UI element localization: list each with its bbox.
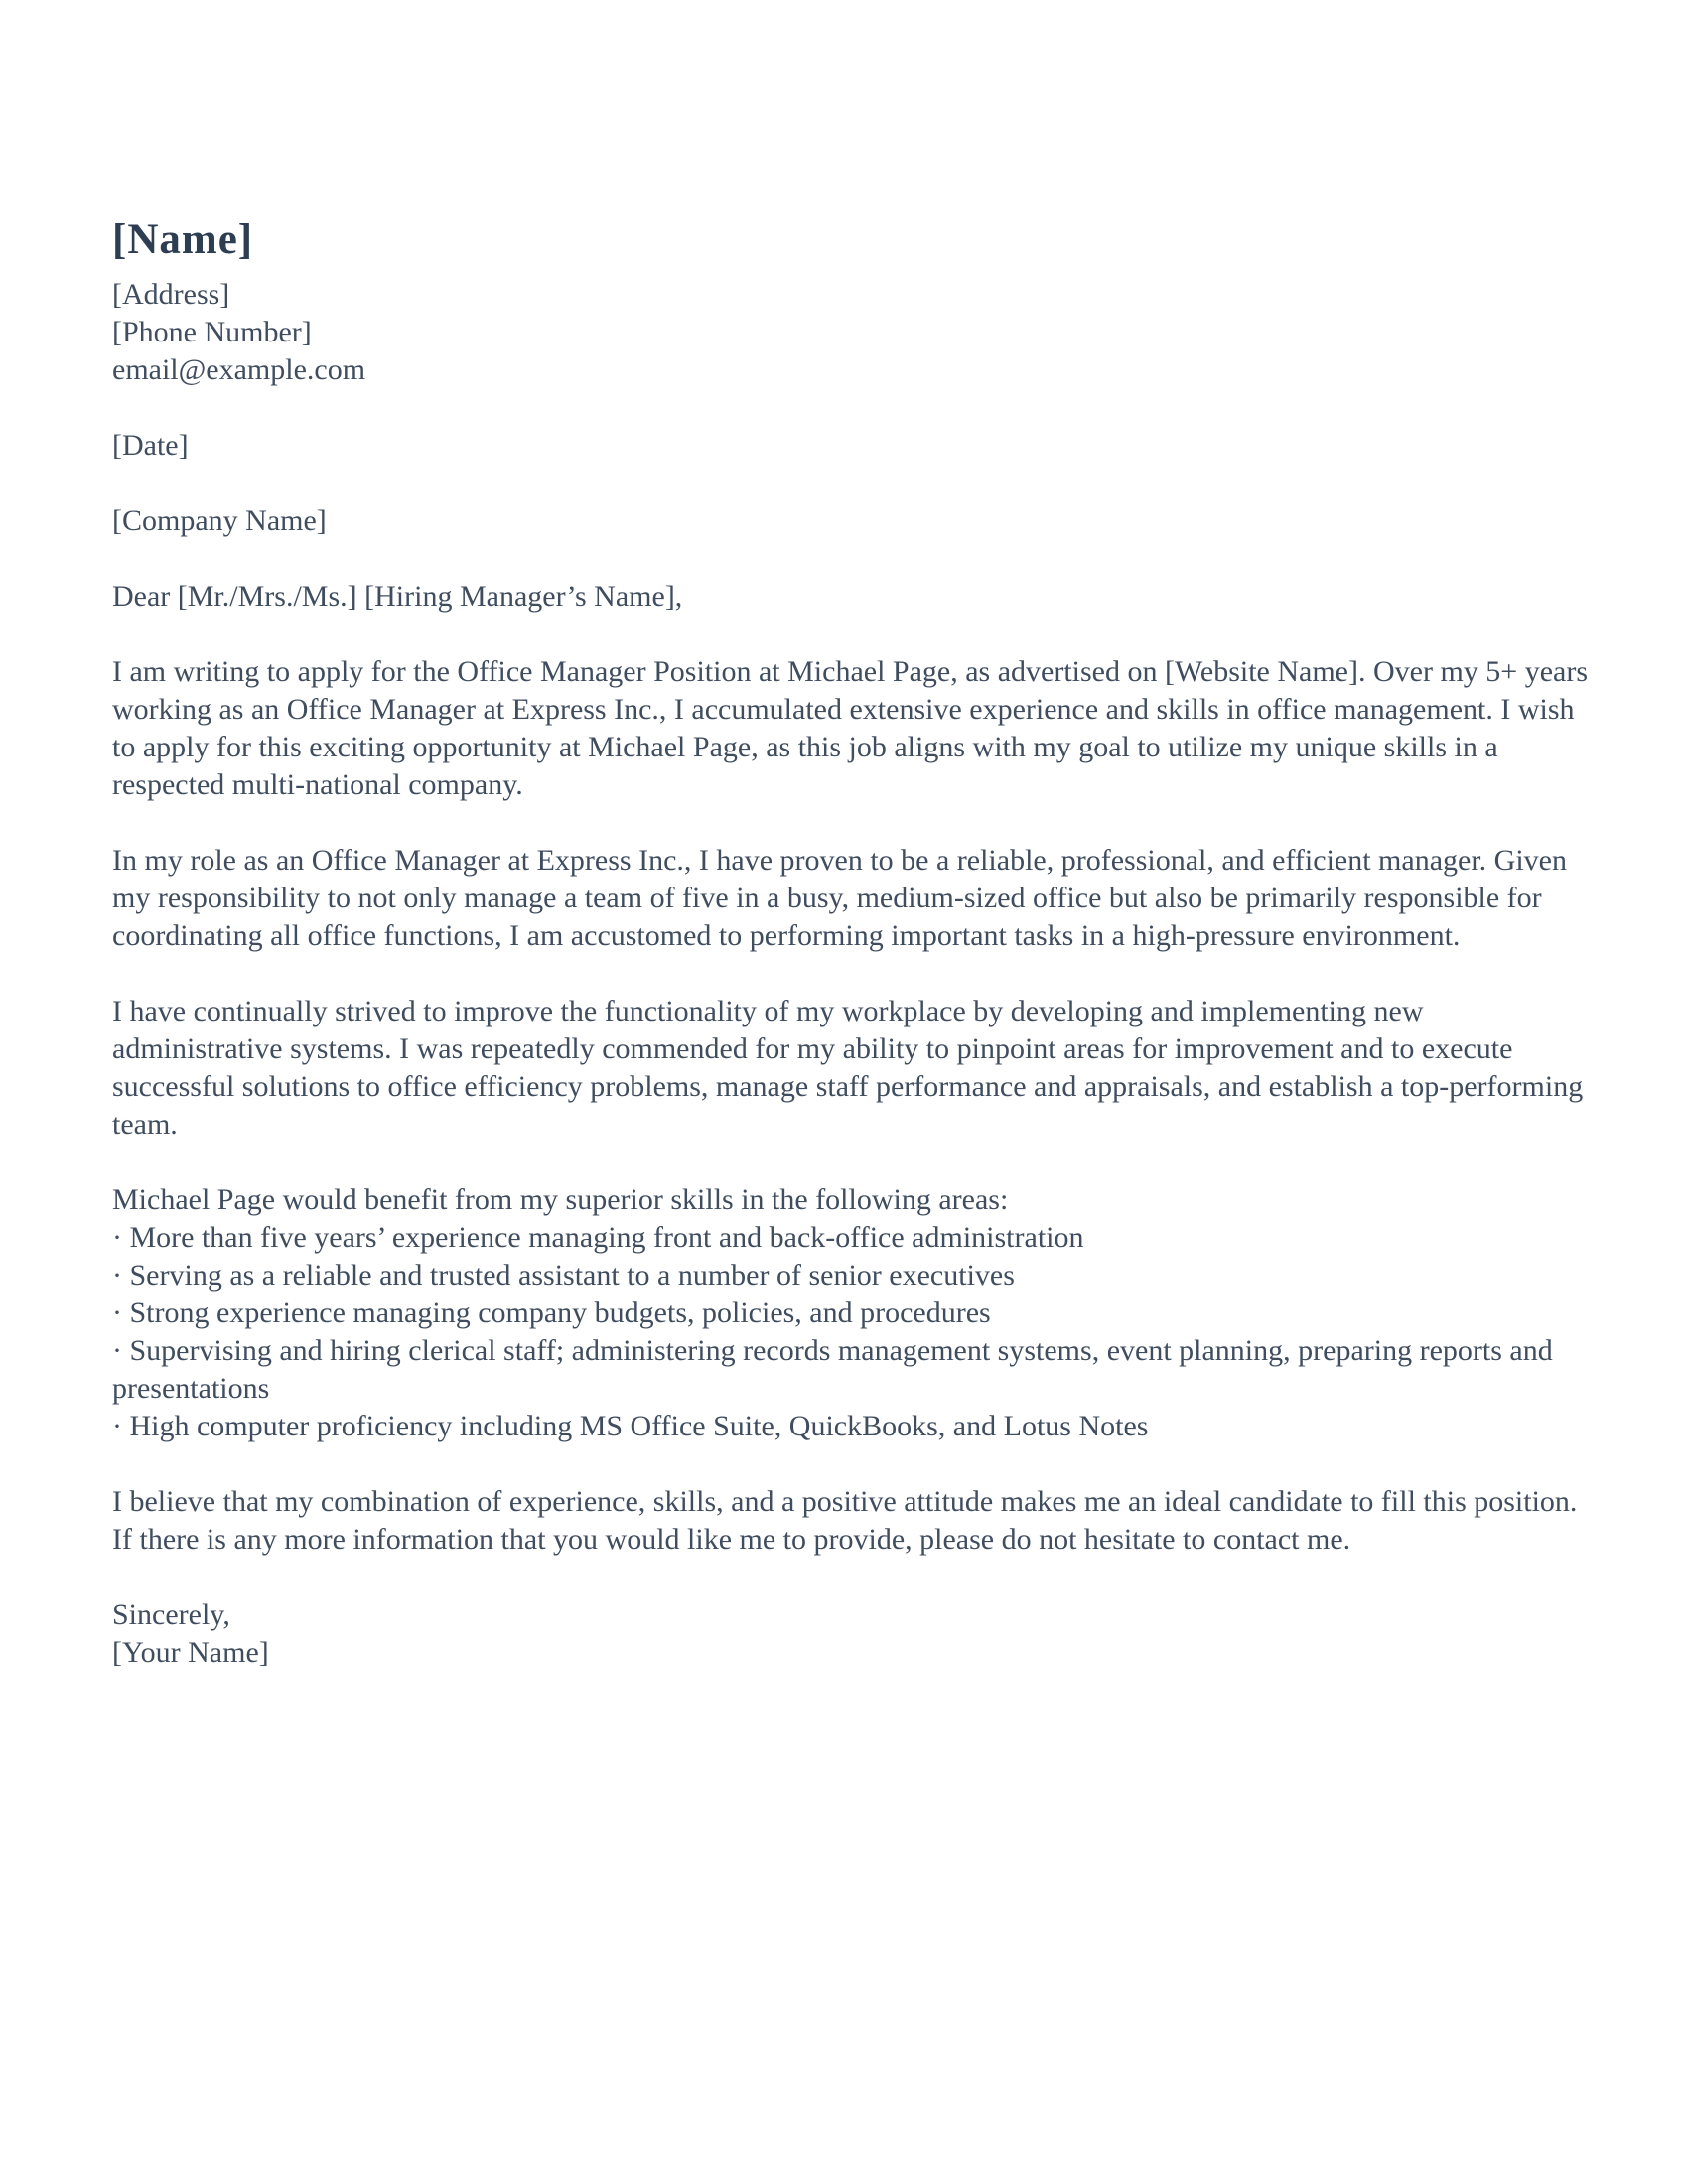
- company-name-line: [Company Name]: [112, 504, 327, 537]
- skill-bullet-item: · Serving as a reliable and trusted assistant to a number of senior executives: [112, 1259, 1015, 1292]
- signature-block: [112, 1596, 1594, 1672]
- sender-phone: [Phone Number]: [112, 316, 312, 348]
- skills-block: [112, 1181, 1594, 1445]
- salutation-block: [112, 578, 1594, 615]
- salutation-line: Dear [Mr./Mrs./Ms.] [Hiring Manager’s Name],: [112, 580, 683, 613]
- sender-name: [Name]: [112, 216, 254, 263]
- skill-bullet-item: · Supervising and hiring clerical staff; administering records management systems, event planning, preparing reports and presentations: [112, 1334, 1553, 1405]
- skills-intro-line: Michael Page would benefit from my superior skills in the following areas:: [112, 1183, 1009, 1216]
- sender-contact-block: [112, 276, 1594, 389]
- sender-address: [Address]: [112, 278, 230, 311]
- paragraph-introduction: I am writing to apply for the Office Manager Position at Michael Page, as advertised on [Website Name]. Over my 5+ years working as an Office Manager at Express Inc., I accumulated extensive experience and skills in office management. I wish to apply for this exciting opportunity at Michael Page, as this job aligns with my goal to utilize my unique skills in a respected multi-national company.: [112, 655, 1589, 801]
- cover-letter: [112, 214, 1594, 1672]
- date-line: [Date]: [112, 429, 189, 462]
- date-block: [112, 427, 1594, 465]
- skill-bullet-item: · High computer proficiency including MS Office Suite, QuickBooks, and Lotus Notes: [112, 1410, 1149, 1442]
- sender-email: email@example.com: [112, 353, 366, 386]
- signature-line: [Your Name]: [112, 1636, 269, 1669]
- paragraph-achievements: I have continually strived to improve the functionality of my workplace by developing and implementing new administrative systems. I was repeatedly commended for my ability to pinpoint areas for improvement and to execute successful solutions to office efficiency problems, manage staff performance and appraisals, and establish a top-performing team.: [112, 995, 1584, 1141]
- paragraph-closing: I believe that my combination of experience, skills, and a positive attitude makes me an ideal candidate to fill this position. If there is any more information that you would like me to provide, please do not hesitate to contact me.: [112, 1485, 1578, 1556]
- skill-bullet-item: · Strong experience managing company budgets, policies, and procedures: [112, 1297, 991, 1329]
- company-block: [112, 502, 1594, 540]
- paragraph-role-experience: In my role as an Office Manager at Express Inc., I have proven to be a reliable, professional, and efficient manager. Given my responsibility to not only manage a team of five in a busy, medium-sized office but also be primarily responsible for coordinating all office functions, I am accustomed to performing important tasks in a high-pressure environment.: [112, 844, 1567, 952]
- skill-bullet-item: · More than five years’ experience managing front and back-office administration: [112, 1221, 1084, 1254]
- signoff-line: Sincerely,: [112, 1598, 230, 1631]
